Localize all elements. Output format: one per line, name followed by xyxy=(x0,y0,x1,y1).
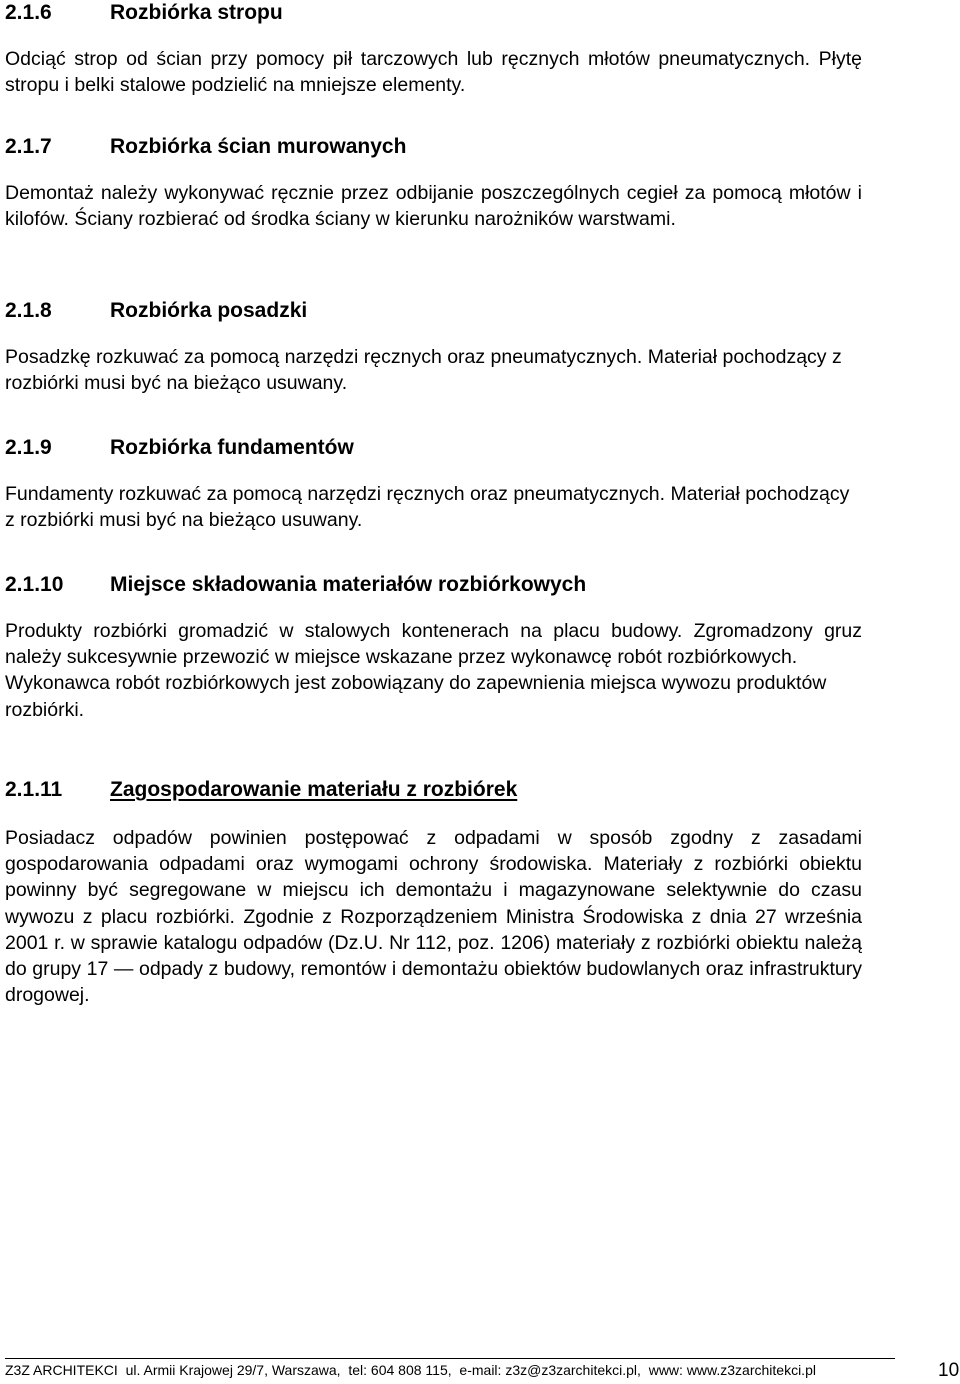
footer-phone: tel: 604 808 115, xyxy=(348,1362,452,1378)
section-paragraph: Odciąć strop od ścian przy pomocy pił tarczowych lub ręcznych młotów pneumatycznych. Płytę stropu i belki stalowe podzielić na mniejsze elementy. xyxy=(5,48,862,97)
section-paragraph: Produkty rozbiórki gromadzić w stalowych kontenerach na placu budowy. Zgromadzony gruz należy sukcesywnie przewozić w miejsce wskazane przez wykonawcę robót rozbiórkowych. xyxy=(5,620,862,669)
section-paragraph: Posiadacz odpadów powinien postępować z odpadami w sposób zgodny z zasadami gospodarowania odpadami oraz wymogami ochrony środowiska. Materiały z rozbiórki obiektu powinny być segregowane w miejscu ich demontażu i magazynowane selektywnie do czasu wywozu z placu rozbiórki. Zgodnie z Rozporządzeniem Ministra Środowiska z dnia 27 września 2001 r. w sprawie katalogu odpadów (Dz.U. Nr 112, poz. 1206) materiały z rozbiórki obiektu należą do grupy 17 — odpady z budowy, remontów i demontażu obiektów budowlanych oraz infrastruktury drogowej. xyxy=(5,827,862,1007)
section-2-1-11 xyxy=(5,777,862,1008)
section-heading xyxy=(5,435,862,461)
footer-company: Z3Z ARCHITEKCI xyxy=(5,1362,118,1378)
section-title: Rozbiórka stropu xyxy=(110,1,283,24)
section-title: Miejsce składowania materiałów rozbiórkowych xyxy=(110,573,587,596)
section-title: Zagospodarowanie materiału z rozbiórek xyxy=(110,778,518,801)
section-2-1-7 xyxy=(5,134,862,232)
section-heading xyxy=(5,777,862,803)
footer-email: e-mail: z3z@z3zarchitekci.pl, xyxy=(459,1362,641,1378)
page-number: 10 xyxy=(938,1360,960,1381)
section-number: 2.1.11 xyxy=(5,778,63,801)
section-title: Rozbiórka ścian murowanych xyxy=(110,135,407,158)
section-number: 2.1.8 xyxy=(5,299,52,322)
section-number: 2.1.7 xyxy=(5,135,52,158)
section-2-1-8 xyxy=(5,298,862,396)
page-footer xyxy=(5,1358,895,1378)
section-number: 2.1.10 xyxy=(5,573,64,596)
section-2-1-6 xyxy=(5,0,862,98)
section-number: 2.1.9 xyxy=(5,436,52,459)
section-heading xyxy=(5,0,862,26)
section-paragraph: Wykonawca robót rozbiórkowych jest zobowiązany do zapewnienia miejsca wywozu produktów rozbiórki. xyxy=(5,672,827,721)
section-heading xyxy=(5,134,862,160)
section-title: Rozbiórka fundamentów xyxy=(110,436,354,459)
section-2-1-10 xyxy=(5,572,862,723)
section-number: 2.1.6 xyxy=(5,1,52,24)
section-heading xyxy=(5,298,862,324)
section-paragraph: Posadzkę rozkuwać za pomocą narzędzi ręcznych oraz pneumatycznych. Materiał pochodzący z rozbiórki musi być na bieżąco usuwany. xyxy=(5,346,842,395)
footer-address: ul. Armii Krajowej 29/7, Warszawa, xyxy=(125,1362,341,1378)
footer-www: www: www.z3zarchitekci.pl xyxy=(648,1362,816,1378)
section-paragraph: Fundamenty rozkuwać za pomocą narzędzi ręcznych oraz pneumatycznych. Materiał pochodzący z rozbiórki musi być na bieżąco usuwany. xyxy=(5,483,850,532)
section-paragraph: Demontaż należy wykonywać ręcznie przez odbijanie poszczególnych cegieł za pomocą młotów i kilofów. Ściany rozbierać od środka ściany w kierunku narożników warstwami. xyxy=(5,182,862,231)
section-heading xyxy=(5,572,862,598)
section-title: Rozbiórka posadzki xyxy=(110,299,308,322)
section-2-1-9 xyxy=(5,435,862,533)
